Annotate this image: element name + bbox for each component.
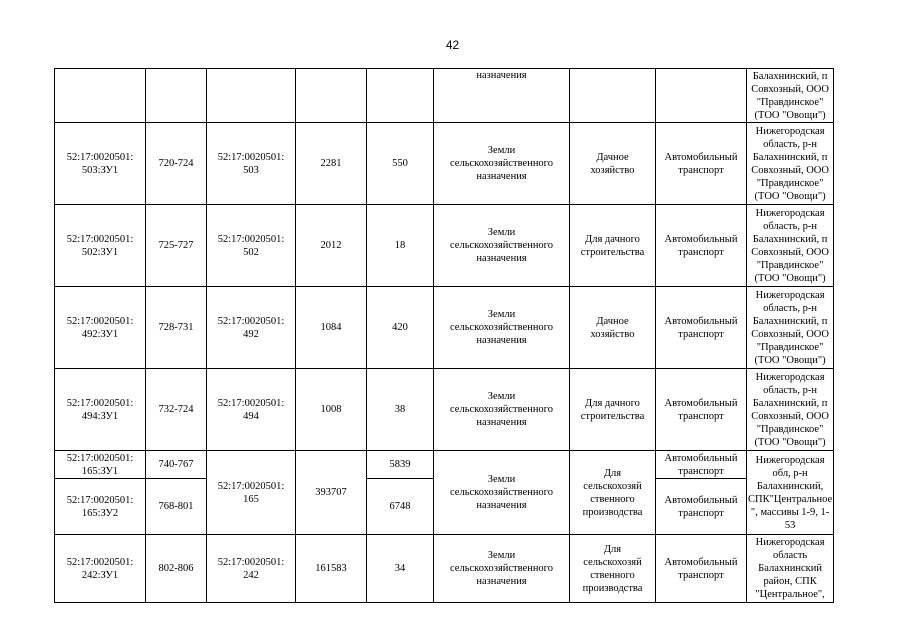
cadastral-number-cell-line: 242:ЗУ1 bbox=[81, 569, 119, 581]
parent-plot-cell-line: 492 bbox=[243, 328, 259, 340]
purpose-cell-line: транспорт bbox=[678, 164, 724, 176]
parent-plot-cell-line: 52:17:0020501: bbox=[217, 315, 285, 327]
area-part-cell: 18 bbox=[367, 205, 434, 287]
table-row bbox=[55, 369, 834, 451]
land-category-cell-line: назначения bbox=[476, 171, 527, 182]
parent-plot-cell bbox=[207, 535, 296, 603]
owner-cell-line: Совхозный, ООО bbox=[751, 410, 829, 422]
owner-cell-line: (ТОО "Овощи") bbox=[754, 109, 826, 121]
area-part-cell: 550 bbox=[367, 123, 434, 205]
owner-cell bbox=[747, 369, 834, 451]
owner-cell-line: "Правдинское" bbox=[756, 177, 824, 189]
owner-cell-line: Совхозный, ООО bbox=[751, 246, 829, 258]
area-total-cell: 1008 bbox=[296, 369, 367, 451]
permitted-use-cell-line: Дачное bbox=[596, 151, 629, 163]
area-part-cell: 34 bbox=[367, 535, 434, 603]
owner-cell-line: обл, р-н bbox=[772, 467, 808, 479]
cadastral-number-cell-line: 502:ЗУ1 bbox=[81, 246, 119, 258]
points-cell: 728-731 bbox=[146, 287, 207, 369]
table-row bbox=[55, 123, 834, 205]
permitted-use-cell bbox=[570, 69, 656, 123]
points-cell: 802-806 bbox=[146, 535, 207, 603]
owner-cell bbox=[747, 535, 834, 603]
owner-cell-line: "Правдинское" bbox=[756, 341, 824, 353]
land-category-cell-line: Земли bbox=[487, 391, 516, 402]
owner-cell-line: Совхозный, ООО bbox=[751, 83, 829, 95]
owner-cell-line: 53 bbox=[784, 519, 796, 531]
permitted-use-cell bbox=[570, 205, 656, 287]
land-category-cell-line: сельскохозяйственного bbox=[450, 404, 553, 415]
land-category-cell bbox=[434, 287, 570, 369]
cadastral-number-cell bbox=[55, 479, 146, 535]
points-cell: 740-767 bbox=[146, 451, 207, 479]
area-part-cell: 38 bbox=[367, 369, 434, 451]
owner-cell-line: "Правдинское" bbox=[756, 259, 824, 271]
cadastral-number-cell-line: 494:ЗУ1 bbox=[81, 410, 119, 422]
land-category-cell bbox=[434, 69, 570, 123]
parent-plot-cell bbox=[207, 69, 296, 123]
land-category-cell-line: Земли bbox=[487, 145, 516, 156]
area-part-cell: 5839 bbox=[367, 451, 434, 479]
cadastral-number-cell-line: 492:ЗУ1 bbox=[81, 328, 119, 340]
owner-cell-line: Совхозный, ООО bbox=[751, 164, 829, 176]
purpose-cell bbox=[656, 451, 747, 479]
owner-cell bbox=[747, 287, 834, 369]
cadastral-number-cell-line: 503:ЗУ1 bbox=[81, 164, 119, 176]
parent-plot-cell bbox=[207, 451, 296, 535]
owner-cell-line: (ТОО "Овощи") bbox=[754, 272, 826, 284]
area-total-cell: 2012 bbox=[296, 205, 367, 287]
permitted-use-cell-line: Для bbox=[603, 543, 622, 555]
land-category-cell-line: сельскохозяйственного bbox=[450, 563, 553, 574]
owner-cell-line: Балахнинский, п bbox=[752, 151, 828, 163]
land-category-cell bbox=[434, 369, 570, 451]
table-row bbox=[55, 535, 834, 603]
owner-cell-line: Нижегородская bbox=[755, 537, 825, 548]
land-category-cell bbox=[434, 205, 570, 287]
cadastral-number-cell bbox=[55, 205, 146, 287]
parent-plot-cell bbox=[207, 123, 296, 205]
owner-cell-line: (ТОО "Овощи") bbox=[754, 436, 826, 448]
purpose-cell bbox=[656, 205, 747, 287]
points-cell: 725-727 bbox=[146, 205, 207, 287]
area-total-cell: 161583 bbox=[296, 535, 367, 603]
land-category-cell-line: сельскохозяйственного bbox=[450, 322, 553, 333]
purpose-cell bbox=[656, 479, 747, 535]
owner-cell-line: ", массивы 1-9, 1- bbox=[750, 506, 830, 518]
owner-cell bbox=[747, 123, 834, 205]
owner-cell bbox=[747, 451, 834, 535]
permitted-use-cell-line: ственного bbox=[590, 493, 635, 505]
permitted-use-cell-line: производства bbox=[582, 582, 643, 594]
land-category-cell bbox=[434, 123, 570, 205]
owner-cell-line: Нижегородская bbox=[755, 371, 825, 383]
cadastral-number-cell-line: 165:ЗУ1 bbox=[81, 465, 119, 477]
land-category-cell-line: Земли bbox=[487, 550, 516, 561]
area-total-cell: 1084 bbox=[296, 287, 367, 369]
cadastral-number-cell-line: 52:17:0020501: bbox=[66, 233, 134, 245]
owner-cell-line: (ТОО "Овощи") bbox=[754, 354, 826, 366]
purpose-cell-line: транспорт bbox=[678, 507, 724, 519]
owner-cell-line: (ТОО "Овощи") bbox=[754, 190, 826, 202]
owner-cell-line: "Правдинское" bbox=[756, 423, 824, 435]
area-total-cell bbox=[296, 69, 367, 123]
owner-cell-line: область, р-н bbox=[763, 138, 818, 150]
permitted-use-cell bbox=[570, 451, 656, 535]
purpose-cell bbox=[656, 535, 747, 603]
owner-cell-line: "Правдинское" bbox=[756, 96, 824, 108]
owner-cell bbox=[747, 69, 834, 123]
cadastral-number-cell bbox=[55, 69, 146, 123]
parent-plot-cell-line: 502 bbox=[243, 246, 259, 258]
owner-cell-line: СПК"Центральное bbox=[748, 493, 833, 505]
permitted-use-cell-line: Дачное bbox=[596, 315, 629, 327]
owner-cell bbox=[747, 205, 834, 287]
parent-plot-cell-line: 52:17:0020501: bbox=[217, 233, 285, 245]
permitted-use-cell-line: сельскохозяй bbox=[583, 480, 642, 492]
owner-cell-line: Нижегородская bbox=[755, 125, 825, 137]
permitted-use-cell-line: хозяйство bbox=[590, 328, 635, 340]
land-category-cell-line: Земли bbox=[487, 309, 516, 320]
parent-plot-cell-line: 165 bbox=[243, 493, 259, 505]
owner-cell-line: Совхозный, ООО bbox=[751, 328, 829, 340]
area-part-cell: 420 bbox=[367, 287, 434, 369]
permitted-use-cell-line: производства bbox=[582, 506, 643, 518]
points-cell: 720-724 bbox=[146, 123, 207, 205]
purpose-cell-line: Автомобильный bbox=[664, 315, 738, 327]
land-category-cell-line: Земли bbox=[487, 227, 516, 238]
purpose-cell-line: Автомобильный bbox=[664, 494, 738, 506]
permitted-use-cell-line: хозяйство bbox=[590, 164, 635, 176]
purpose-cell-line: Автомобильный bbox=[664, 556, 738, 568]
owner-cell-line: район, СПК bbox=[763, 576, 817, 587]
parent-plot-cell-line: 242 bbox=[243, 569, 259, 581]
permitted-use-cell bbox=[570, 287, 656, 369]
purpose-cell-line: Автомобильный bbox=[664, 452, 738, 464]
cadastral-number-cell-line: 52:17:0020501: bbox=[66, 397, 134, 409]
owner-cell-line: Балахнинский bbox=[758, 563, 822, 574]
owner-cell-line: область, р-н bbox=[763, 384, 818, 396]
page-number: 42 bbox=[445, 38, 460, 52]
land-category-cell-line: назначения bbox=[476, 253, 527, 264]
table-row bbox=[55, 287, 834, 369]
area-part-cell bbox=[367, 69, 434, 123]
points-cell: 768-801 bbox=[146, 479, 207, 535]
parent-plot-cell bbox=[207, 205, 296, 287]
purpose-cell bbox=[656, 69, 747, 123]
permitted-use-cell bbox=[570, 369, 656, 451]
parent-plot-cell-line: 52:17:0020501: bbox=[217, 151, 285, 163]
parent-plot-cell-line: 494 bbox=[243, 410, 259, 422]
purpose-cell-line: Автомобильный bbox=[664, 233, 738, 245]
land-category-cell-line: назначения bbox=[476, 576, 527, 587]
land-category-cell-line: Земли bbox=[487, 474, 516, 485]
cadastral-number-cell-line: 52:17:0020501: bbox=[66, 151, 134, 163]
owner-cell-line: Балахнинский, п bbox=[752, 70, 828, 82]
land-plots-table bbox=[54, 68, 834, 603]
parent-plot-cell-line: 52:17:0020501: bbox=[217, 556, 285, 568]
purpose-cell-line: транспорт bbox=[678, 465, 724, 477]
owner-cell-line: область bbox=[772, 550, 808, 561]
purpose-cell-line: транспорт bbox=[678, 328, 724, 340]
purpose-cell-line: транспорт bbox=[678, 410, 724, 422]
cadastral-number-cell bbox=[55, 535, 146, 603]
area-total-cell: 2281 bbox=[296, 123, 367, 205]
permitted-use-cell-line: строительства bbox=[580, 246, 645, 258]
cadastral-number-cell bbox=[55, 451, 146, 479]
purpose-cell-line: Автомобильный bbox=[664, 151, 738, 163]
purpose-cell-line: транспорт bbox=[678, 569, 724, 581]
permitted-use-cell-line: Для дачного bbox=[585, 397, 640, 409]
area-total-cell: 393707 bbox=[296, 451, 367, 535]
owner-cell-line: область, р-н bbox=[763, 302, 818, 314]
parent-plot-cell bbox=[207, 369, 296, 451]
owner-cell-line: Балахнинский, bbox=[756, 480, 824, 492]
parent-plot-cell-line: 503 bbox=[243, 164, 259, 176]
permitted-use-cell-line: ственного bbox=[590, 569, 635, 581]
owner-cell-line: Балахнинский, п bbox=[752, 315, 828, 327]
points-cell: 732-724 bbox=[146, 369, 207, 451]
land-category-cell-line: назначения bbox=[476, 335, 527, 346]
cadastral-number-cell-line: 52:17:0020501: bbox=[66, 556, 134, 568]
land-category-cell-line: сельскохозяйственного bbox=[450, 240, 553, 251]
parent-plot-cell-line: 52:17:0020501: bbox=[217, 397, 285, 409]
land-category-cell-line: назначения bbox=[476, 417, 527, 428]
permitted-use-cell bbox=[570, 535, 656, 603]
owner-cell-line: "Центральное", bbox=[755, 589, 825, 600]
owner-cell-line: Балахнинский, п bbox=[752, 233, 828, 245]
land-category-cell-line: назначения bbox=[476, 70, 527, 81]
land-category-cell-line: назначения bbox=[476, 500, 527, 511]
points-cell bbox=[146, 69, 207, 123]
land-category-cell-line: сельскохозяйственного bbox=[450, 487, 553, 498]
purpose-cell bbox=[656, 287, 747, 369]
purpose-cell-line: транспорт bbox=[678, 246, 724, 258]
cadastral-number-cell bbox=[55, 369, 146, 451]
owner-cell-line: Нижегородская bbox=[755, 454, 825, 466]
owner-cell-line: Балахнинский, п bbox=[752, 397, 828, 409]
permitted-use-cell bbox=[570, 123, 656, 205]
owner-cell-line: Нижегородская bbox=[755, 289, 825, 301]
parent-plot-cell-line: 52:17:0020501: bbox=[217, 480, 285, 492]
land-category-cell-line: сельскохозяйственного bbox=[450, 158, 553, 169]
table-row bbox=[55, 451, 834, 479]
land-category-cell bbox=[434, 535, 570, 603]
parent-plot-cell bbox=[207, 287, 296, 369]
purpose-cell-line: Автомобильный bbox=[664, 397, 738, 409]
cadastral-number-cell bbox=[55, 123, 146, 205]
permitted-use-cell-line: Для дачного bbox=[585, 233, 640, 245]
table-row bbox=[55, 205, 834, 287]
owner-cell-line: Нижегородская bbox=[755, 207, 825, 219]
table-row-partial bbox=[55, 69, 834, 123]
permitted-use-cell-line: Для bbox=[603, 467, 622, 479]
cadastral-number-cell-line: 165:ЗУ2 bbox=[81, 507, 119, 519]
purpose-cell bbox=[656, 123, 747, 205]
cadastral-number-cell-line: 52:17:0020501: bbox=[66, 494, 134, 506]
owner-cell-line: область, р-н bbox=[763, 220, 818, 232]
land-category-cell bbox=[434, 451, 570, 535]
cadastral-number-cell-line: 52:17:0020501: bbox=[66, 452, 134, 464]
purpose-cell bbox=[656, 369, 747, 451]
permitted-use-cell-line: строительства bbox=[580, 410, 645, 422]
cadastral-number-cell-line: 52:17:0020501: bbox=[66, 315, 134, 327]
area-part-cell: 6748 bbox=[367, 479, 434, 535]
cadastral-number-cell bbox=[55, 287, 146, 369]
permitted-use-cell-line: сельскохозяй bbox=[583, 556, 642, 568]
